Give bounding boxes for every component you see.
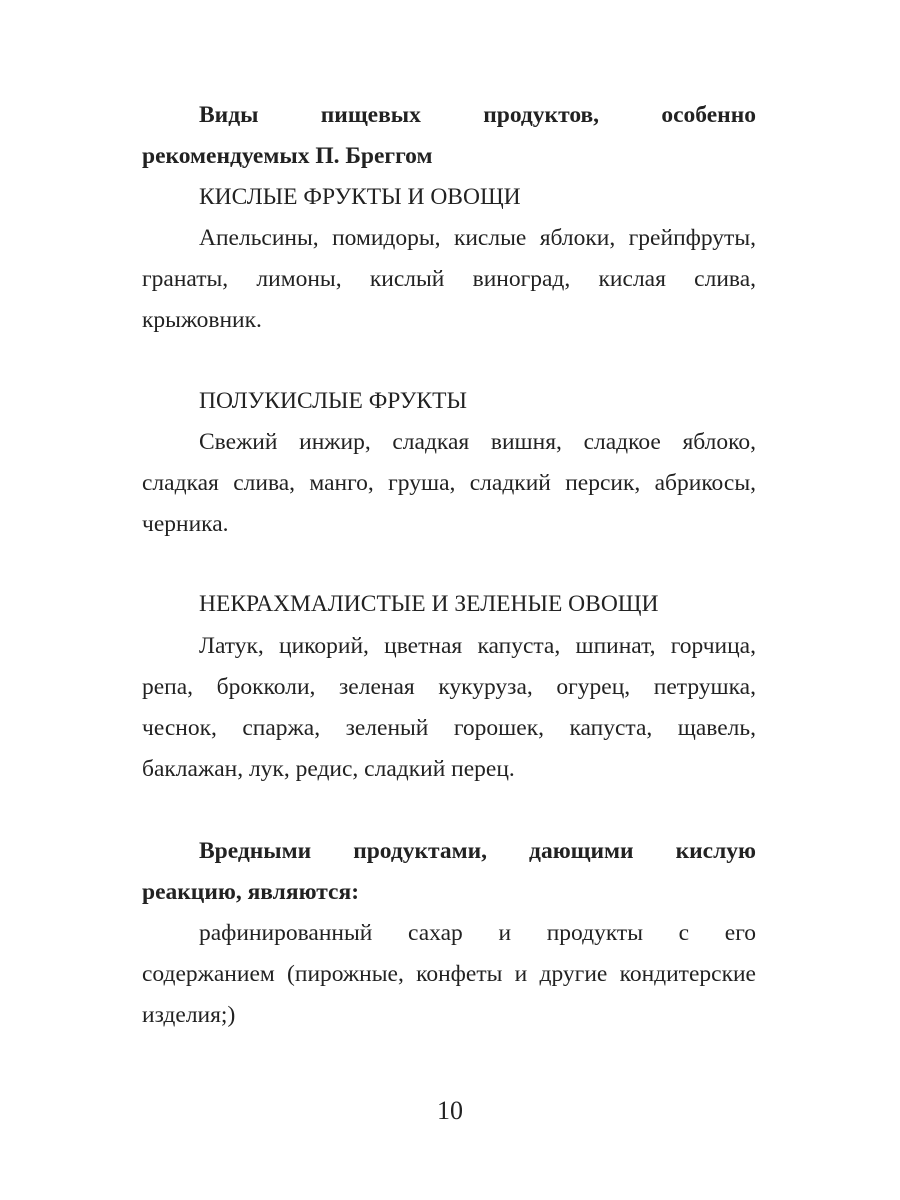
text-line: Апельсины, помидоры, кислые яблоки, грейпфруты, (199, 225, 756, 251)
text-line: Латук, цикорий, цветная капуста, шпинат, горчица, (199, 633, 756, 659)
text-line: баклажан, лук, редис, сладкий перец. (142, 756, 515, 782)
text-line: чеснок, спаржа, зеленый горошек, капуста, щавель, (142, 715, 756, 741)
page-number: 10 (437, 1096, 463, 1125)
title-line-1: Виды пищевых продуктов, особенно (199, 102, 756, 128)
text-line: Свежий инжир, сладкая вишня, сладкое яблоко, (199, 429, 756, 455)
harmful-title-line-2: реакцию, являются: (142, 879, 360, 905)
text-line: крыжовник. (142, 307, 262, 333)
page-title (142, 95, 756, 177)
text-line: черника. (142, 511, 229, 537)
text-line: сладкая слива, манго, груша, сладкий персик, абрикосы, (142, 470, 756, 496)
section-heading-sour-fruits: КИСЛЫЕ ФРУКТЫ И ОВОЩИ (199, 184, 521, 210)
title-line-2: рекомендуемых П. Бреггом (142, 143, 433, 169)
text-line: репа, брокколи, зеленая кукуруза, огурец, петрушка, (142, 674, 756, 700)
text-line: содержанием (пирожные, конфеты и другие кондитерские (142, 961, 756, 987)
section-text-sour-fruits (142, 218, 756, 341)
text-line: изделия;) (142, 1002, 236, 1028)
section-heading-green-vegetables: НЕКРАХМАЛИСТЫЕ И ЗЕЛЕНЫЕ ОВОЩИ (199, 591, 659, 617)
section-text-semi-sour-fruits (142, 422, 756, 545)
harmful-products-title (142, 831, 756, 913)
harmful-products-text (142, 913, 756, 1036)
harmful-title-line-1: Вредными продуктами, дающими кислую (199, 838, 756, 864)
section-text-green-vegetables (142, 626, 756, 790)
text-line: гранаты, лимоны, кислый виноград, кислая слива, (142, 266, 756, 292)
section-heading-semi-sour-fruits: ПОЛУКИСЛЫЕ ФРУКТЫ (199, 388, 467, 414)
text-line: рафинированный сахар и продукты с его (199, 920, 756, 946)
